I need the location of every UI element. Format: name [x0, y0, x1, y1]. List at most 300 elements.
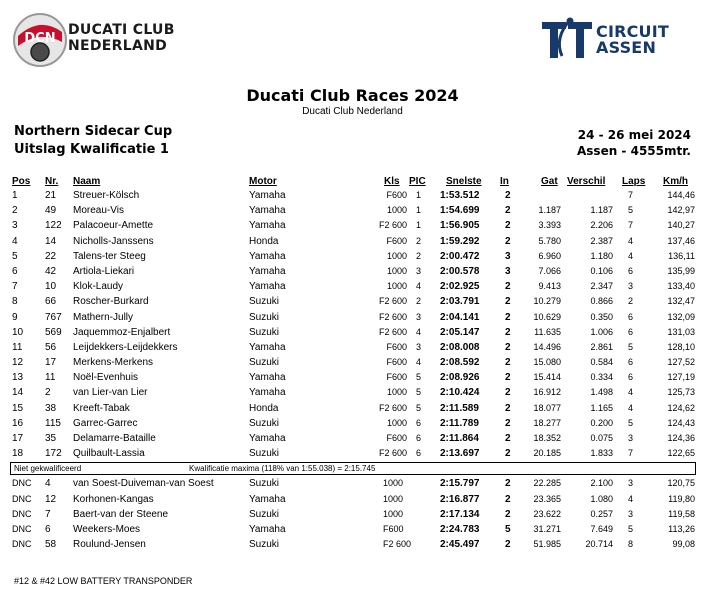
cell-kmh: 136,11 [668, 250, 695, 261]
cell-name: Nicholls-Janssens [73, 235, 154, 247]
cell-nr: 122 [45, 220, 62, 232]
cell-pos: 3 [12, 220, 18, 232]
cell-kls: F2 600 [378, 311, 407, 322]
cell-gap: 18.352 [533, 433, 561, 443]
cell-pic: 5 [416, 372, 422, 383]
cell-gap: 23.622 [533, 508, 561, 519]
cell-gap: 20.185 [533, 448, 561, 459]
cell-best-lap: 1:59.292 [440, 235, 480, 247]
cell-motor: Suzuki [249, 326, 280, 338]
cell-motor: Yamaha [249, 190, 286, 201]
cell-pos: 16 [12, 417, 24, 429]
cell-motor: Suzuki [249, 357, 280, 369]
cell-laps: 4 [628, 250, 634, 261]
tt-mark-icon [540, 16, 596, 60]
cell-kmh: 124,36 [667, 433, 695, 443]
results-table [0, 176, 705, 552]
dcn-badge-icon [12, 12, 68, 68]
footer-note: #12 & #42 LOW BATTERY TRANSPONDER [14, 576, 193, 586]
cell-name: Streuer-Kölsch [73, 190, 140, 201]
cell-gap: 6.960 [538, 250, 561, 261]
cell-kmh: 132,47 [667, 296, 695, 307]
col-gap: Gat [541, 176, 558, 187]
cell-name: Mathern-Jully [73, 311, 134, 323]
cell-pos: 13 [12, 372, 24, 384]
table-row [0, 385, 705, 400]
page-subtitle: Ducati Club Nederland [302, 106, 403, 117]
cell-kls: F2 600 [378, 326, 407, 337]
cell-pos: 14 [12, 387, 24, 399]
cell-gap: 16.912 [533, 387, 561, 398]
cell-motor: Yamaha [249, 493, 286, 505]
cell-laps: 4 [628, 402, 634, 413]
cell-laps: 3 [628, 433, 634, 443]
cell-name: Moreau-Vis [73, 205, 124, 217]
cell-kmh: 140,27 [667, 220, 695, 231]
table-row [0, 522, 705, 537]
cell-kmh: 135,99 [667, 265, 695, 276]
col-best: Snelste [446, 176, 482, 187]
table-row [0, 537, 705, 552]
cell-kmh: 128,10 [667, 341, 695, 352]
cell-in-lap: 2 [505, 493, 511, 505]
cell-name: Palacoeur-Amette [73, 220, 154, 232]
cell-best-lap: 2:17.134 [440, 508, 480, 520]
table-row [0, 249, 705, 264]
cell-nr: 172 [45, 448, 62, 460]
cell-name: van Lier-van Lier [73, 387, 148, 399]
cell-in-lap: 2 [505, 417, 511, 429]
cell-diff: 2.347 [590, 281, 613, 292]
cell-kls: F600 [386, 341, 407, 352]
cell-name: Noël-Evenhuis [73, 372, 139, 384]
col-in: In [500, 176, 509, 187]
cell-kmh: 124,43 [667, 417, 695, 428]
cell-in-lap: 2 [505, 190, 511, 201]
cell-best-lap: 1:53.512 [440, 190, 480, 201]
cell-laps: 8 [628, 539, 634, 550]
cell-nr: 22 [45, 250, 57, 262]
cell-nr: 17 [45, 357, 57, 369]
cell-diff: 1.080 [590, 493, 613, 504]
cell-diff: 2.206 [590, 220, 613, 231]
cell-laps: 2 [628, 296, 634, 307]
cell-diff: 2.387 [590, 235, 613, 246]
cell-in-lap: 2 [505, 539, 511, 551]
cell-pos: DNC [12, 539, 32, 550]
cell-in-lap: 2 [505, 402, 511, 414]
cell-pic: 6 [416, 417, 422, 428]
cell-in-lap: 2 [505, 433, 511, 444]
table-row [0, 401, 705, 416]
cell-pic: 6 [416, 448, 422, 459]
col-diff: Verschil [567, 176, 606, 187]
cell-nr: 49 [45, 205, 57, 217]
cell-motor: Honda [249, 402, 279, 414]
cell-gap: 10.629 [533, 311, 561, 322]
page-title: Ducati Club Races 2024 [246, 86, 459, 105]
cell-best-lap: 2:04.141 [440, 311, 480, 323]
cell-gap: 1.187 [538, 205, 561, 216]
col-pos: Pos [12, 176, 31, 187]
cell-pos: 10 [12, 326, 24, 338]
table-row [0, 476, 705, 491]
cell-gap: 11.635 [534, 326, 561, 337]
cell-kls: F600 [386, 372, 407, 383]
cell-in-lap: 2 [505, 508, 511, 520]
cell-pos: 1 [12, 190, 18, 201]
cell-pos: DNC [12, 508, 32, 519]
cell-kmh: 122,65 [667, 448, 695, 459]
cell-best-lap: 1:56.905 [440, 220, 480, 232]
cell-best-lap: 2:24.783 [440, 523, 480, 535]
cell-diff: 1.180 [590, 250, 613, 261]
cell-kls: F2 600 [378, 448, 407, 459]
cell-gap: 14.496 [533, 341, 561, 352]
cell-kls: F600 [386, 433, 407, 443]
cell-laps: 4 [628, 387, 634, 398]
cell-best-lap: 2:45.497 [440, 539, 480, 551]
cell-nr: 2 [45, 387, 51, 399]
table-row [0, 218, 705, 233]
cell-kmh: 125,73 [667, 387, 695, 398]
cell-diff: 1.498 [590, 387, 613, 398]
table-row [0, 416, 705, 431]
cell-in-lap: 2 [505, 387, 511, 399]
cell-kmh: 124,62 [667, 402, 695, 413]
cell-diff: 0.075 [590, 433, 613, 443]
cell-name: Merkens-Merkens [73, 357, 154, 369]
cell-name: Jaquemmoz-Enjalbert [73, 326, 171, 338]
not-qualified-label: Niet gekwalificeerd [14, 464, 82, 474]
ducati-club-name [68, 22, 175, 54]
cell-best-lap: 2:00.472 [440, 250, 480, 262]
table-header [0, 176, 705, 188]
cell-motor: Suzuki [249, 417, 280, 429]
cell-pic: 2 [416, 250, 422, 261]
table-row [0, 446, 705, 461]
cell-kmh: 127,19 [667, 372, 695, 383]
cell-motor: Suzuki [249, 311, 280, 323]
table-row [0, 355, 705, 370]
table-row [0, 188, 705, 203]
cell-diff: 2.861 [590, 341, 613, 352]
cell-name: Artiola-Liekari [73, 265, 135, 277]
cell-laps: 5 [628, 341, 634, 352]
cell-diff: 0.334 [590, 372, 613, 383]
cell-diff: 1.006 [590, 326, 613, 337]
ducati-club-logo [12, 12, 182, 70]
cell-nr: 569 [45, 326, 62, 338]
cell-diff: 20.714 [585, 539, 613, 550]
cell-pic: 4 [416, 281, 422, 292]
cell-laps: 6 [628, 311, 634, 322]
cell-motor: Yamaha [249, 387, 286, 399]
cell-nr: 66 [45, 296, 57, 308]
cell-best-lap: 2:13.697 [440, 448, 480, 460]
cell-kls: F600 [386, 190, 407, 200]
col-kls: Kls [384, 176, 400, 187]
cell-kls: F2 600 [383, 539, 412, 550]
cell-best-lap: 2:15.797 [440, 478, 480, 490]
cell-motor: Yamaha [249, 341, 286, 353]
cell-pic: 1 [416, 205, 422, 216]
cell-gap: 31.271 [533, 523, 561, 534]
cell-pic: 2 [416, 235, 422, 246]
cell-nr: 7 [45, 508, 51, 520]
cell-kls: 1000 [386, 417, 407, 428]
cell-laps: 4 [628, 493, 634, 504]
cell-laps: 5 [628, 523, 634, 534]
cell-in-lap: 2 [505, 478, 511, 490]
cell-nr: 767 [45, 311, 62, 323]
cell-motor: Yamaha [249, 433, 286, 444]
cell-best-lap: 2:11.589 [440, 402, 479, 414]
cell-name: Kreeft-Tabak [73, 402, 130, 414]
cell-name: Roulund-Jensen [73, 539, 146, 551]
cell-kmh: 142,97 [667, 205, 695, 216]
cell-kls: F2 600 [378, 296, 407, 307]
cell-pos: 17 [12, 433, 24, 444]
cell-nr: 11 [45, 372, 56, 384]
cell-diff: 0.584 [590, 357, 613, 368]
circuit-line1: CIRCUIT [596, 22, 670, 41]
cell-kls: 1000 [386, 265, 407, 276]
col-pic: PIC [409, 176, 426, 187]
table-row [0, 507, 705, 522]
cell-pic: 4 [416, 326, 422, 337]
cell-pic: 1 [416, 220, 422, 231]
cell-nr: 12 [45, 493, 57, 505]
col-name: Naam [73, 176, 101, 187]
table-row [0, 310, 705, 325]
cell-laps: 6 [628, 372, 634, 383]
cell-diff: 0.350 [590, 311, 613, 322]
table-row [0, 340, 705, 355]
table-row [0, 234, 705, 249]
col-nr: Nr. [45, 176, 59, 187]
cell-gap: 15.414 [533, 372, 561, 383]
table-row [0, 203, 705, 218]
cell-best-lap: 2:11.864 [440, 433, 479, 444]
cell-kls: 1000 [383, 478, 404, 489]
cell-best-lap: 2:05.147 [440, 326, 480, 338]
cell-kls: F2 600 [378, 402, 407, 413]
cell-motor: Yamaha [249, 265, 286, 277]
cell-kmh: 144,46 [667, 190, 695, 200]
cell-best-lap: 2:03.791 [440, 296, 480, 308]
cell-gap: 3.393 [538, 220, 561, 231]
cell-best-lap: 2:08.592 [440, 357, 480, 369]
cell-pos: 6 [12, 265, 18, 277]
cell-name: Roscher-Burkard [73, 296, 149, 308]
cell-best-lap: 2:11.789 [440, 417, 479, 429]
cell-diff: 7.649 [590, 523, 613, 534]
cell-pos: 8 [12, 296, 18, 308]
table-row [0, 370, 705, 385]
circuit-assen-name [596, 24, 669, 56]
cell-name: Korhonen-Kangas [73, 493, 154, 505]
cell-pos: 2 [12, 205, 18, 217]
results-body [0, 188, 705, 461]
cell-in-lap: 5 [505, 523, 511, 535]
cell-nr: 4 [45, 478, 51, 490]
ducati-club-line1: DUCATI CLUB [68, 22, 175, 38]
cell-name: Baert-van der Steene [73, 508, 169, 520]
track-info: Assen - 4555mtr. [577, 144, 691, 158]
cell-diff: 2.100 [590, 478, 613, 489]
cell-motor: Suzuki [249, 508, 280, 520]
cell-pic: 3 [416, 265, 422, 276]
cell-kmh: 119,58 [668, 508, 695, 519]
col-kmh: Km/h [663, 176, 688, 187]
cell-motor: Yamaha [249, 250, 286, 262]
cell-nr: 21 [45, 190, 57, 201]
cell-pic: 5 [416, 402, 422, 413]
cell-kls: F600 [386, 235, 407, 246]
cell-nr: 42 [45, 265, 57, 277]
cell-laps: 4 [628, 235, 634, 246]
cell-in-lap: 3 [505, 265, 511, 277]
cell-kls: 1000 [386, 205, 407, 216]
dcn-badge-text: DCN [24, 31, 56, 46]
event-info [14, 123, 172, 159]
cell-motor: Suzuki [249, 539, 280, 551]
cell-best-lap: 2:10.424 [440, 387, 480, 399]
cell-name: Klok-Laudy [73, 281, 124, 293]
table-row [0, 294, 705, 309]
cell-pos: 18 [12, 448, 24, 460]
cell-laps: 6 [628, 326, 634, 337]
cell-laps: 5 [628, 417, 634, 428]
cell-in-lap: 2 [505, 205, 511, 217]
cell-motor: Suzuki [249, 478, 280, 490]
cell-pos: 5 [12, 250, 18, 262]
cell-gap: 5.780 [538, 235, 561, 246]
cell-nr: 14 [45, 235, 57, 247]
cell-kmh: 127,52 [667, 357, 695, 368]
cell-in-lap: 2 [505, 281, 511, 293]
circuit-line2: ASSEN [596, 38, 657, 57]
event-details [577, 127, 691, 159]
cell-motor: Suzuki [249, 448, 280, 460]
cell-kmh: 133,40 [667, 281, 695, 292]
cell-gap: 22.285 [533, 478, 561, 489]
cell-nr: 115 [45, 417, 61, 429]
cell-motor: Yamaha [249, 281, 286, 293]
cell-best-lap: 2:08.926 [440, 372, 480, 384]
cell-name: Leijdekkers-Leijdekkers [73, 341, 178, 353]
cell-best-lap: 2:00.578 [440, 265, 480, 277]
cell-in-lap: 2 [505, 220, 511, 232]
ducati-club-line2: NEDERLAND [68, 38, 168, 54]
cell-in-lap: 3 [505, 250, 511, 262]
cell-kmh: 113,26 [668, 523, 695, 534]
cell-kls: 1000 [383, 508, 404, 519]
cell-laps: 6 [628, 265, 634, 276]
cell-pos: 11 [12, 341, 23, 353]
cell-pos: DNC [12, 523, 32, 534]
cell-diff: 1.187 [590, 205, 613, 216]
cell-laps: 3 [628, 478, 634, 489]
cell-gap: 15.080 [533, 357, 561, 368]
cell-diff: 0.106 [590, 265, 613, 276]
cell-in-lap: 2 [505, 326, 511, 338]
cell-laps: 3 [628, 281, 634, 292]
cell-kls: 1000 [383, 493, 404, 504]
cell-diff: 1.833 [590, 448, 613, 459]
cell-in-lap: 2 [505, 448, 511, 460]
cell-gap: 18.277 [533, 417, 561, 428]
session-name: Uitslag Kwalificatie 1 [14, 142, 169, 157]
cell-motor: Yamaha [249, 523, 286, 535]
col-laps: Laps [622, 176, 646, 187]
circuit-assen-logo [540, 16, 690, 60]
cell-in-lap: 2 [505, 296, 511, 308]
cell-kls: F600 [386, 357, 407, 368]
cell-kls: F2 600 [378, 220, 407, 231]
cell-kmh: 99,08 [672, 539, 695, 550]
table-row [0, 279, 705, 294]
cell-kmh: 137,46 [667, 235, 695, 246]
cell-gap: 7.066 [538, 265, 561, 276]
cell-gap: 10.279 [533, 296, 561, 307]
class-name: Northern Sidecar Cup [14, 124, 173, 139]
cell-diff: 0.866 [590, 296, 613, 307]
cell-pic: 2 [416, 296, 422, 307]
cell-gap: 18.077 [533, 402, 561, 413]
cell-nr: 38 [45, 402, 57, 414]
cell-pos: DNC [12, 493, 32, 504]
cell-nr: 58 [45, 539, 57, 551]
cell-name: van Soest-Duiveman-van Soest [73, 478, 214, 490]
cell-in-lap: 2 [505, 341, 511, 353]
table-row [0, 264, 705, 279]
cell-pos: 7 [12, 281, 18, 293]
cell-laps: 7 [628, 220, 634, 231]
cell-pic: 1 [416, 190, 422, 200]
cell-laps: 6 [628, 357, 634, 368]
cell-laps: 7 [628, 448, 634, 459]
cell-name: Talens-ter Steeg [73, 250, 146, 262]
cell-pic: 3 [416, 311, 422, 322]
cell-kmh: 120,75 [667, 478, 695, 489]
cell-nr: 35 [45, 433, 57, 444]
cell-pos: DNC [12, 478, 32, 489]
table-row [0, 431, 705, 446]
cell-best-lap: 2:02.925 [440, 281, 480, 293]
not-qualified-box [10, 462, 696, 475]
cell-laps: 3 [628, 508, 634, 519]
cell-motor: Honda [249, 235, 279, 247]
cell-best-lap: 2:08.008 [440, 341, 480, 353]
cell-pic: 3 [416, 341, 422, 352]
cell-pos: 9 [12, 311, 18, 323]
cell-kls: 1000 [386, 250, 407, 261]
cell-name: Delamarre-Bataille [73, 433, 156, 444]
col-motor: Motor [249, 176, 277, 187]
cell-name: Quilbault-Lassia [73, 448, 145, 460]
cell-pic: 6 [416, 433, 422, 443]
cell-gap: 23.365 [533, 493, 561, 504]
event-dates: 24 - 26 mei 2024 [577, 128, 691, 142]
cell-laps: 5 [628, 205, 634, 216]
cell-diff: 0.257 [590, 508, 613, 519]
cell-gap: 9.413 [538, 281, 561, 292]
cell-pos: 12 [12, 357, 24, 369]
cell-kmh: 131,03 [667, 326, 695, 337]
cell-in-lap: 2 [505, 311, 511, 323]
